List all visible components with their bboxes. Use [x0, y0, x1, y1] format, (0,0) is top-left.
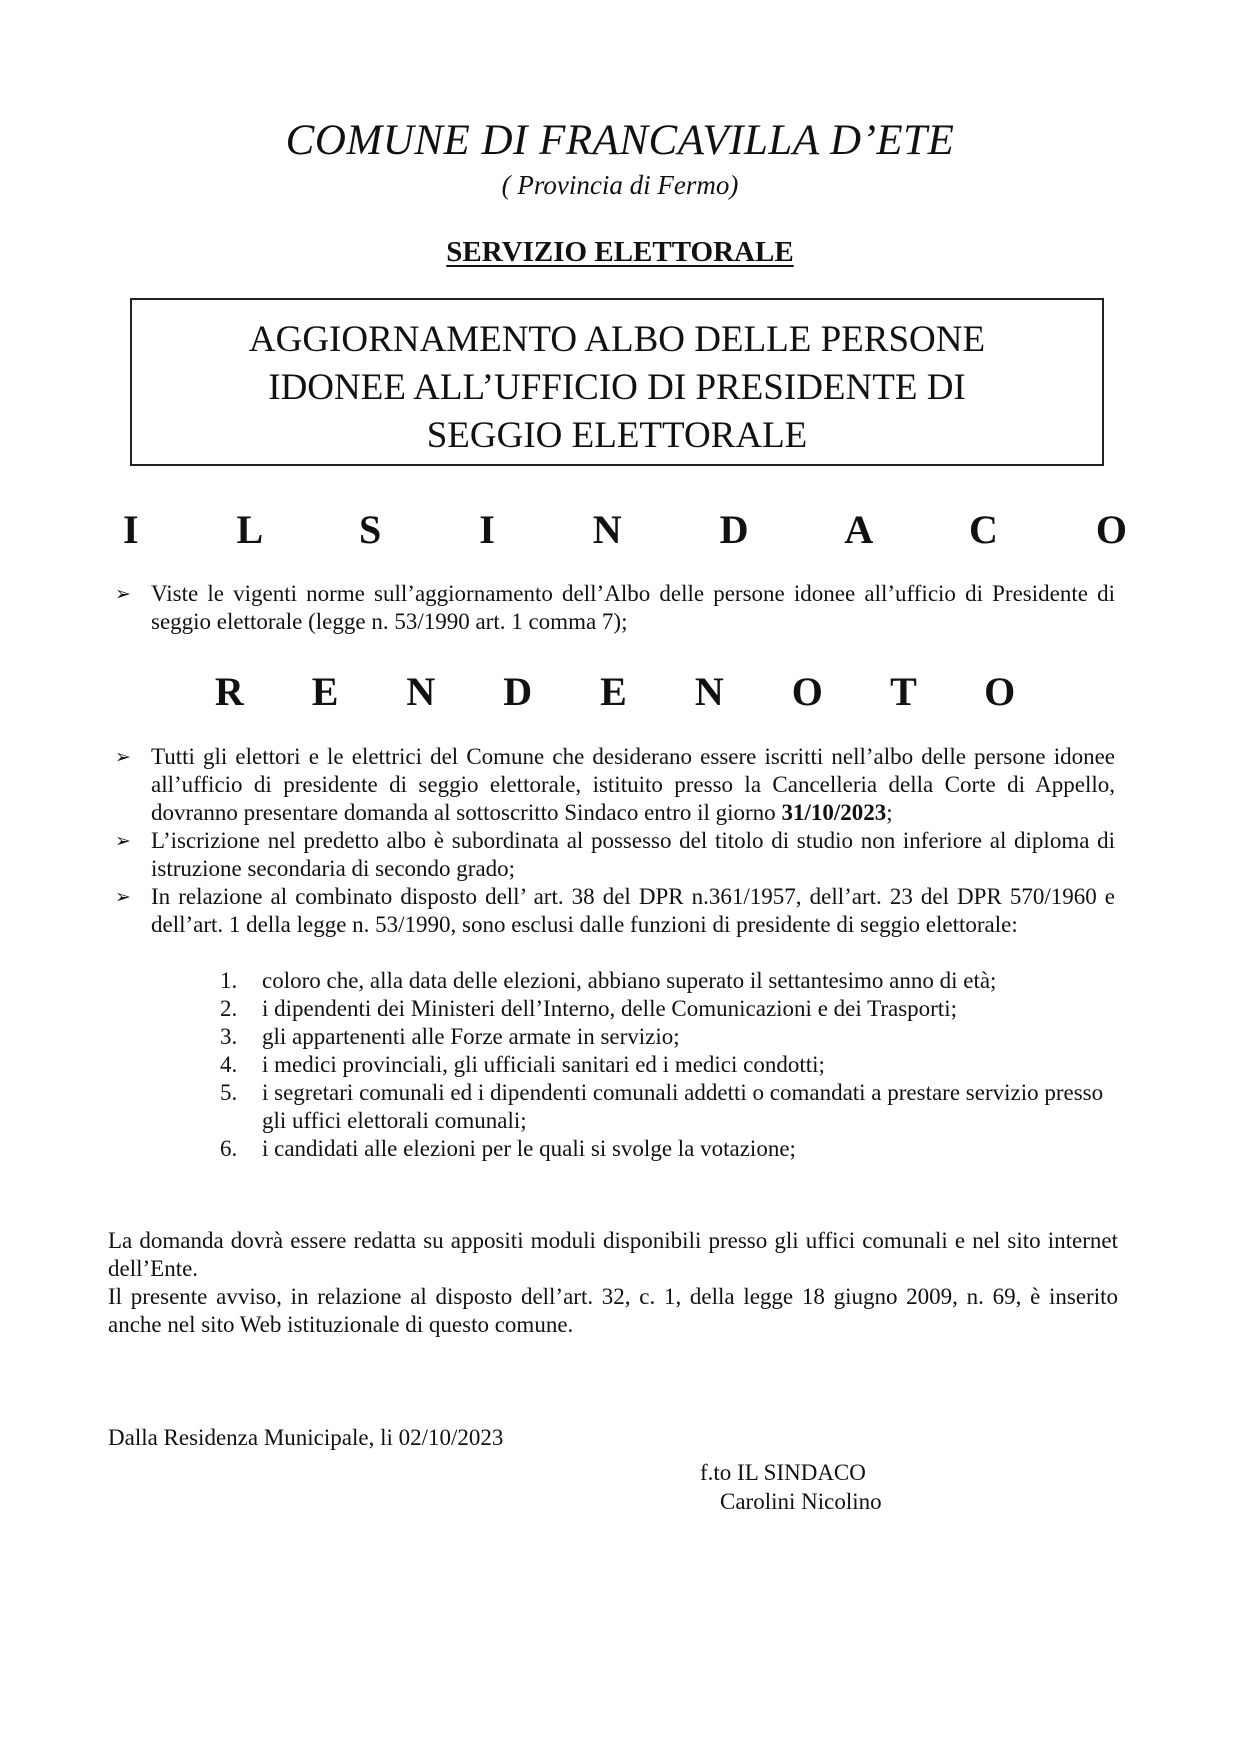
announcement-text: In relazione al combinato disposto dell’ art. 38 del DPR n.361/1957, dell’art. 23 del DPR 570/1960 e dell’art. 1 della legge n. 53/1990, sono esclusi dalle funzioni di presidente di seggio elettorale:: [151, 884, 1115, 937]
announcement-text: Tutti gli elettori e le elettrici del Comune che desiderano essere iscritti nell’albo delle persone idonee all’ufficio di presidente di seggio elettorale, istituito presso la Cancelleria della Corte di Appello, dovranno presentare domanda al sottoscritto Sindaco entro il giorno: [151, 744, 1115, 825]
arrowhead-bullet-icon: ➢: [115, 830, 131, 852]
heading-il-sindaco: I L S I N D A C O: [122, 507, 1158, 552]
announcement-text: L’iscrizione nel predetto albo è subordinata al possesso del titolo di studio non inferiore al diploma di istruzione secondaria di secondo grado;: [151, 828, 1115, 881]
list-item: [220, 967, 1120, 995]
place-and-date: Dalla Residenza Municipale, li 02/10/2023: [108, 1425, 504, 1450]
list-item-text: coloro che, alla data delle elezioni, abbiano superato il settantesimo anno di età;: [262, 968, 997, 993]
preamble-text: Viste le vigenti norme sull’aggiornamento dell’Albo delle persone idonee all’ufficio di Presidente di seggio elettorale (legge n. 53/1990 art. 1 comma 7);: [151, 581, 1115, 634]
list-item-number: 4.: [220, 1052, 238, 1077]
list-item-number: 1.: [220, 968, 238, 993]
closing-paragraph-publication: Il presente avviso, in relazione al disposto dell’art. 32, c. 1, della legge 18 giugno 2009, n. 69, è inserito anche nel sito Web istituzionale di questo comune.: [108, 1284, 1118, 1337]
list-item-number: 2.: [220, 996, 238, 1021]
list-item-text: i candidati alle elezioni per le quali si svolge la votazione;: [262, 1136, 796, 1161]
notice-title-line: AGGIORNAMENTO ALBO DELLE PERSONE: [248, 319, 986, 360]
list-item: [220, 1023, 1120, 1051]
list-item: [220, 1079, 1120, 1135]
list-item: [220, 995, 1120, 1023]
signature-name: Carolini Nicolino: [720, 1489, 882, 1514]
deadline-date: 31/10/2023: [781, 800, 887, 825]
heading-rende-noto: R E N D E N O T O: [214, 669, 1026, 714]
arrowhead-bullet-icon: ➢: [115, 886, 131, 908]
announcement-bullet-1: ➢ Tutti gli elettori e le elettrici del Comune che desiderano essere iscritti nell’albo delle persone idonee all’ufficio di presidente di seggio elettorale, istituito presso la Cancelleria della Corte di Appello, dovranno presentare domanda al sottoscritto Sindaco entro il giorno 31/10/2023;: [115, 744, 1115, 825]
list-item-number: 6.: [220, 1136, 238, 1161]
closing-paragraph-forms: La domanda dovrà essere redatta su appositi moduli disponibili presso gli uffici comunali e nel sito internet dell’Ente.: [108, 1228, 1118, 1281]
notice-title-line: IDONEE ALL’UFFICIO DI PRESIDENTE DI: [268, 367, 966, 408]
preamble-bullet: [115, 580, 1115, 636]
municipality-name: COMUNE DI FRANCAVILLA D’ETE: [285, 117, 955, 164]
list-item-text: i medici provinciali, gli ufficiali sanitari ed i medici condotti;: [262, 1052, 825, 1077]
province-name: ( Provincia di Fermo): [501, 170, 739, 200]
list-item-text: i dipendenti dei Ministeri dell’Interno, delle Comunicazioni e dei Trasporti;: [262, 996, 957, 1021]
list-item: [220, 1135, 1120, 1163]
arrowhead-bullet-icon: ➢: [115, 746, 131, 768]
arrowhead-bullet-icon: ➢: [115, 583, 131, 605]
exclusions-list: [220, 967, 1120, 1163]
list-item: [220, 1051, 1120, 1079]
announcement-bullet-3: [115, 883, 1115, 939]
list-item-number: 3.: [220, 1024, 238, 1049]
list-item-text: i segretari comunali ed i dipendenti comunali addetti o comandati a prestare servizio presso gli uffici elettorali comunali;: [262, 1080, 1104, 1133]
list-item-number: 5.: [220, 1080, 238, 1105]
announcement-bullet-2: [115, 827, 1115, 883]
signature-role: f.to IL SINDACO: [700, 1460, 866, 1485]
service-title: SERVIZIO ELETTORALE: [446, 236, 794, 268]
notice-title-box: [130, 298, 1104, 466]
notice-title-line: SEGGIO ELETTORALE: [426, 415, 808, 456]
list-item-text: gli appartenenti alle Forze armate in servizio;: [262, 1024, 680, 1049]
